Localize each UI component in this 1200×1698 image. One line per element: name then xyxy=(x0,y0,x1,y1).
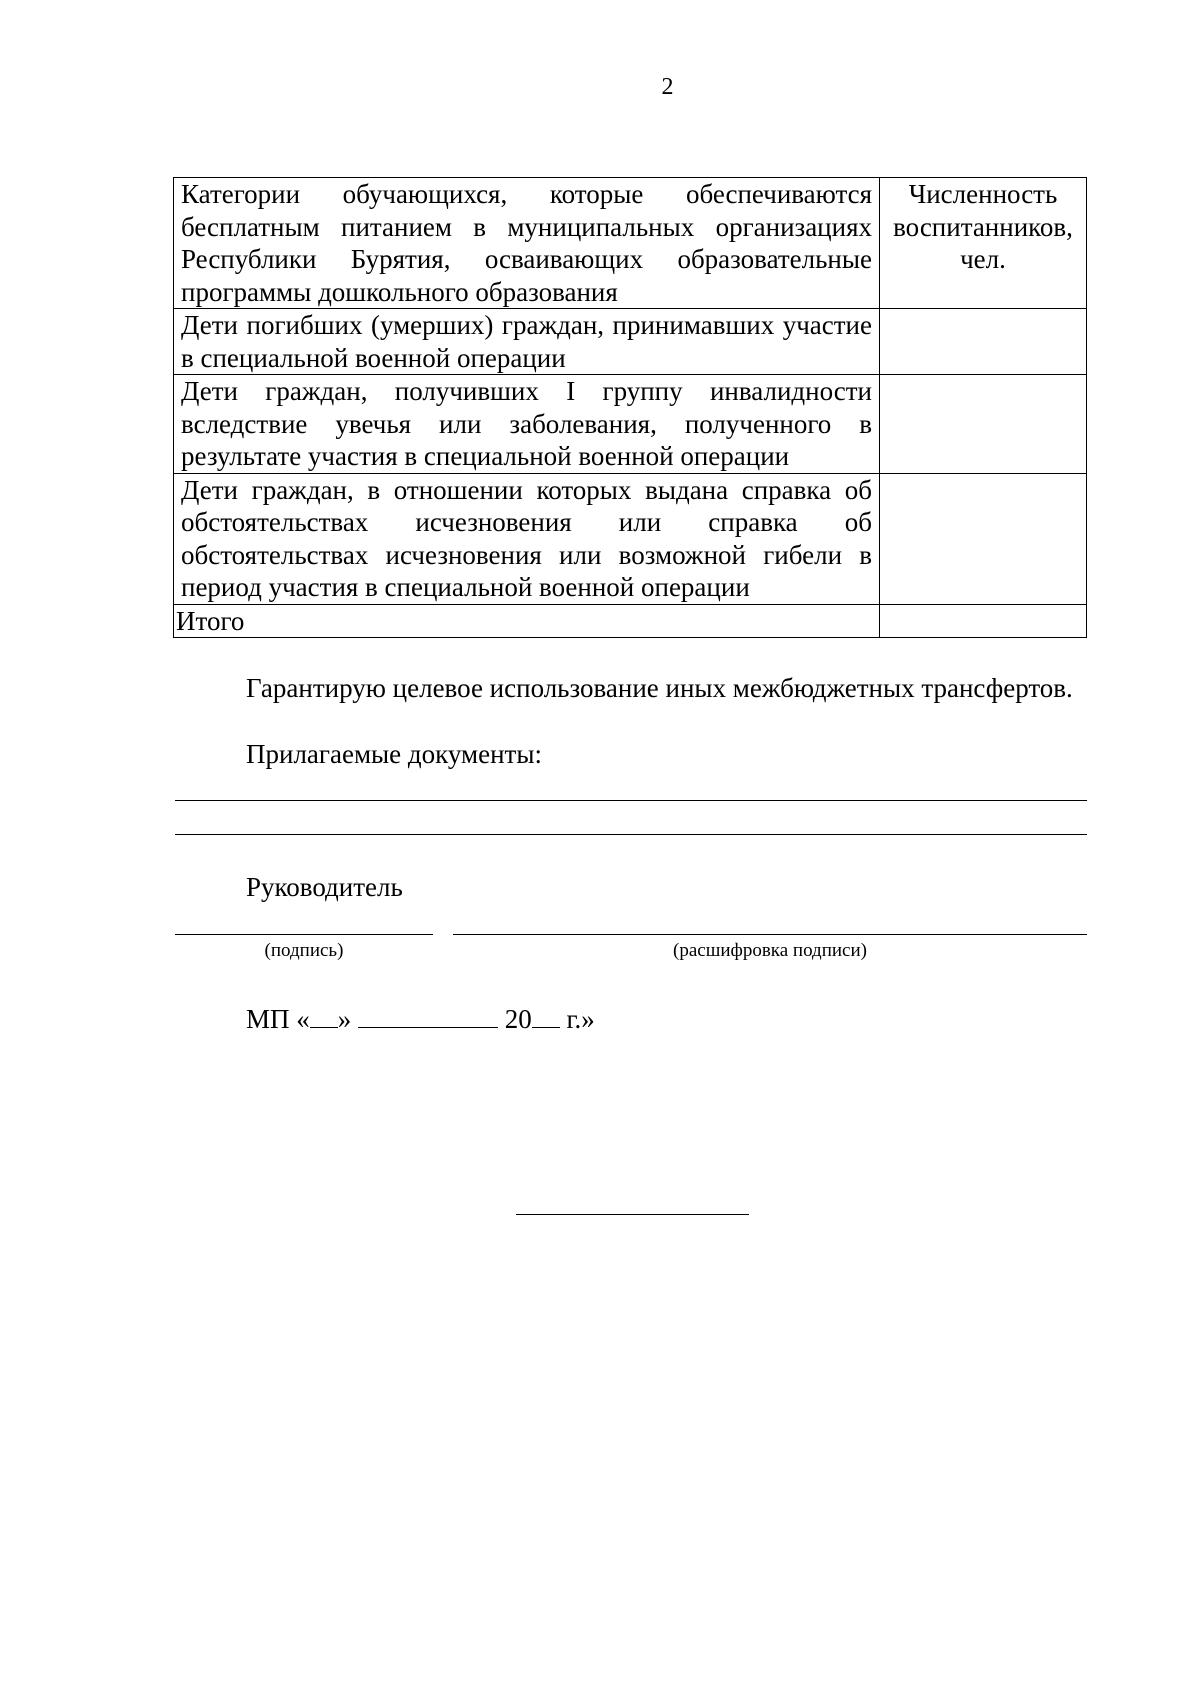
categories-table xyxy=(173,177,1087,638)
year-prefix: 20 xyxy=(504,1004,532,1034)
count-cell[interactable] xyxy=(880,309,1087,375)
head-label: Руководитель xyxy=(246,872,403,902)
count-cell[interactable] xyxy=(880,375,1087,474)
stamp-close-quote: » xyxy=(337,1004,352,1034)
signature-caption: (подпись) xyxy=(264,940,344,961)
day-blank[interactable] xyxy=(310,1003,338,1028)
guarantee-paragraph: Гарантирую целевое использование иных межбюджетных трансфертов. xyxy=(246,673,1073,703)
table-row xyxy=(174,473,1087,604)
month-blank[interactable] xyxy=(358,1003,498,1028)
stamp-date-line xyxy=(246,1003,595,1036)
attachments-label: Прилагаемые документы: xyxy=(246,739,542,769)
year-blank[interactable] xyxy=(532,1003,560,1028)
category-cell: Дети погибших (умерших) граждан, принимавших участие в специальной военной операции xyxy=(174,309,880,375)
signature-line[interactable] xyxy=(175,934,433,935)
category-cell: Дети граждан, в отношении которых выдана справка об обстоятельствах исчезновения или справка об обстоятельствах исчезновения или возможной гибели в период участия в специальной военной операции xyxy=(174,473,880,604)
attachments-line-1[interactable] xyxy=(175,800,1087,801)
total-label: Итого xyxy=(174,604,880,638)
stamp-prefix: МП « xyxy=(246,1004,310,1034)
count-column-header: Численность воспитанников, чел. xyxy=(880,178,1087,309)
table-header-row xyxy=(174,178,1087,309)
category-cell: Дети граждан, получивших I группу инвалидности вследствие увечья или заболевания, полученного в результате участия в специальной военной операции xyxy=(174,375,880,474)
total-count-cell[interactable] xyxy=(880,604,1087,638)
table-row xyxy=(174,309,1087,375)
table-row xyxy=(174,375,1087,474)
attachments-line-2[interactable] xyxy=(175,834,1087,835)
signature-decoding-line[interactable] xyxy=(453,934,1087,935)
end-separator-line xyxy=(516,1214,749,1215)
signature-decoding-caption: (расшифровка подписи) xyxy=(673,940,867,961)
page-number: 2 xyxy=(661,74,674,100)
stamp-suffix: г.» xyxy=(566,1004,595,1034)
total-row xyxy=(174,604,1087,638)
category-column-header: Категории обучающихся, которые обеспечиваются бесплатным питанием в муниципальных организациях Республики Бурятия, осваивающих образовательные программы дошкольного образования xyxy=(174,178,880,309)
count-cell[interactable] xyxy=(880,473,1087,604)
